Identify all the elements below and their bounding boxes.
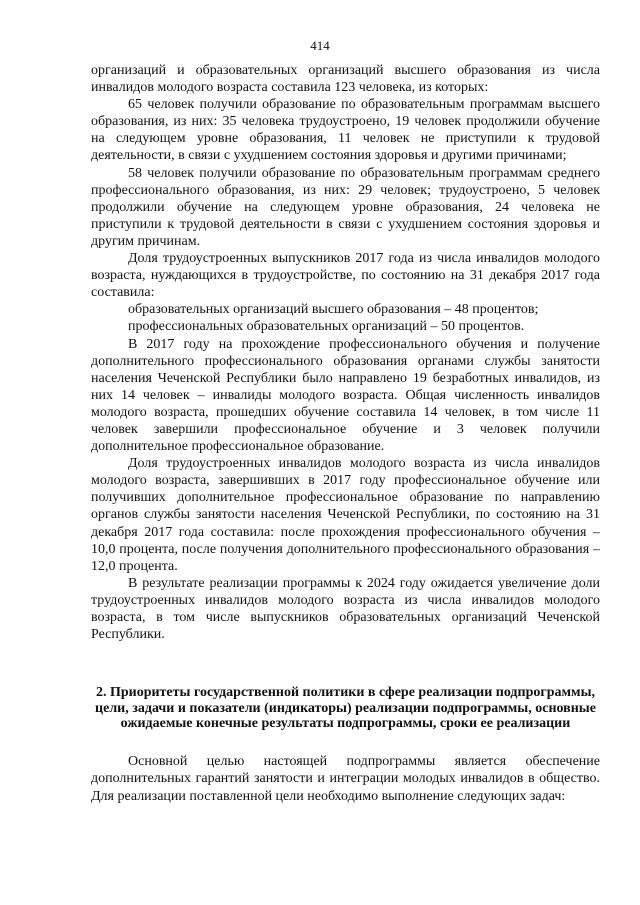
section-heading: 2. Приоритеты государственной политики в сфере реализации подпрограммы, цели, задачи и показатели (индикаторы) реализации подпрограммы, основные ожидаемые конечные результаты подпрограммы, сроки ее реализации: [95, 685, 596, 731]
paragraph-training-2017: В 2017 году на прохождение профессионального обучения и получение дополнительного профессионального образования органами службы занятости населения Чеченской Республики было направлено 19 безработных инвалидов, из них 14 человек – инвалиды молодого возраста. Общая численность инвалидов молодого возраста, прошедших обучение составила 14 человек, в том числе 11 человек завершили профессиональное обучение и 3 человек получили дополнительное профессиональное образование.: [91, 336, 600, 455]
paragraph-professional-share: профессиональных образовательных организаций – 50 процентов.: [128, 319, 525, 335]
paragraph-higher-education-share: образовательных организаций высшего образования – 48 процентов;: [128, 302, 539, 318]
paragraph-training-share: Доля трудоустроенных инвалидов молодого возраста из числа инвалидов молодого возраста, завершивших в 2017 году профессиональное обучение или получивших дополнительное профессиональное образование по направлению органов службы занятости населения Чеченской Республики, по состоянию на 31 декабря 2017 года составила: после прохождения профессионального обучения – 10,0 процента, после получения дополнительного профессионального образования – 12,0 процента.: [91, 456, 600, 574]
paragraph-higher-education: 65 человек получили образование по образовательным программам высшего образования, из них: 35 человека трудоустроено, 19 человек продолжили обучение на следующем уровне образования, 11 человек не приступили к трудовой деятельности, в связи с ухудшением состояния здоровья и другими причинами;: [91, 97, 600, 164]
page-number: 414: [310, 38, 330, 53]
paragraph-continuation: организаций и образовательных организаций высшего образования из числа инвалидов молодого возраста составила 123 человека, из которых:: [91, 63, 600, 96]
paragraph-secondary-education: 58 человек получили образование по образовательным программам среднего профессионального образования, из них: 29 человек; трудоустроено, 5 человек продолжили обучение на следующем уровне образования, 24 человека не приступили к трудовой деятельности в связи с ухудшением состояния здоровья и другим причинам.: [91, 165, 600, 249]
section-body: [91, 753, 600, 805]
body-text: [91, 62, 600, 643]
paragraph-expected-result: В результате реализации программы к 2024 году ожидается увеличение доли трудоустроенных инвалидов молодого возраста из числа инвалидов молодого возраста, в том числе выпускников образовательных организаций Чеченской Республики.: [91, 575, 600, 643]
paragraph-employment-share: Доля трудоустроенных выпускников 2017 года из числа инвалидов молодого возраста, нуждающихся в трудоустройстве, по состоянию на 31 декабря 2017 года составила:: [91, 251, 600, 301]
paragraph-main-goal: Основной целью настоящей подпрограммы является обеспечение дополнительных гарантий занятости и интеграции молодых инвалидов в общество. Для реализации поставленной цели необходимо выполнение следующих задач:: [91, 754, 600, 804]
